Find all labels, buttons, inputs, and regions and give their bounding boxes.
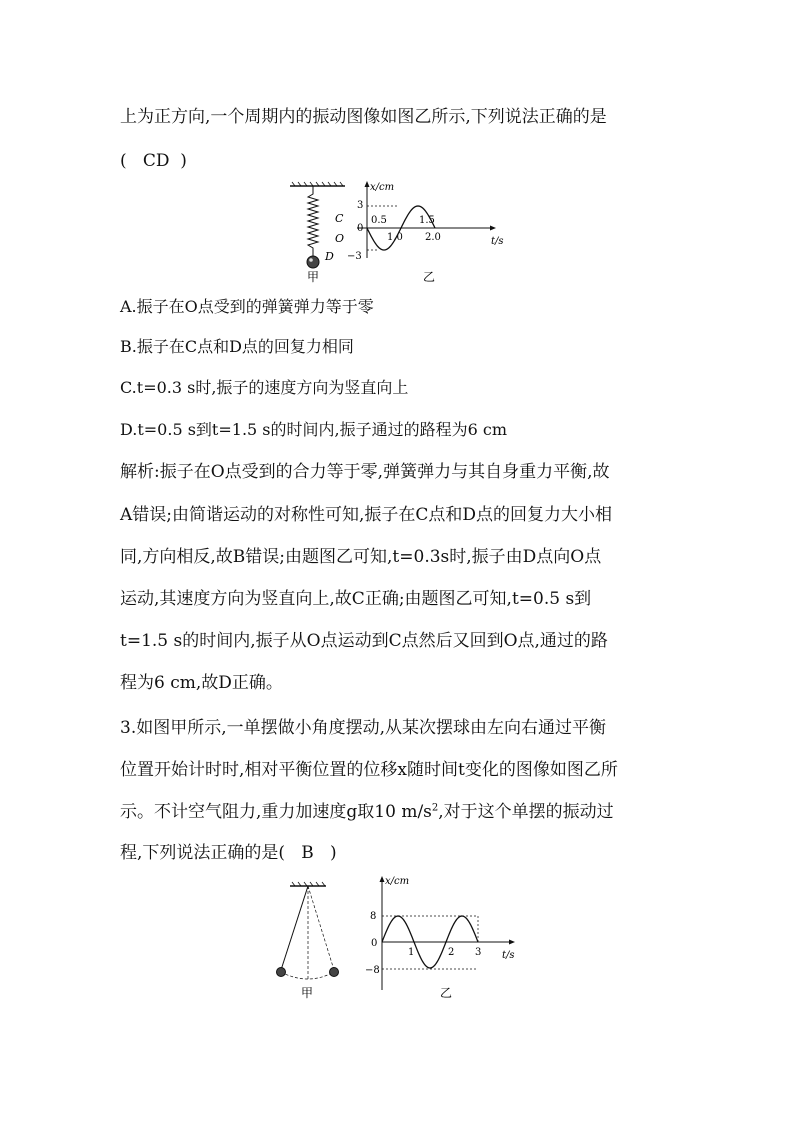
analysis-line: t=1.5 s的时间内,振子从O点运动到C点然后又回到O点,通过的路 <box>120 631 608 651</box>
figure-label-jia: 甲 <box>307 270 320 284</box>
question-3-stem-line: 程,下列说法正确的是( B ) <box>120 843 337 863</box>
question-3-stem-line <box>120 802 614 822</box>
graph-2-x-tick-1: 1 <box>408 947 415 958</box>
spring-label-o: O <box>335 232 345 245</box>
graph-2-x-tick-3: 3 <box>475 947 482 958</box>
analysis-line: 同,方向相反,故B错误;由题图乙可知,t=0.3s时,振子由D点向O点 <box>120 547 602 567</box>
analysis-line: 解析:振子在O点受到的合力等于零,弹簧弹力与其自身重力平衡,故 <box>120 462 610 482</box>
graph-2-y-label: x/cm <box>385 876 410 887</box>
graph-1-y-tick-0: 0 <box>357 223 364 234</box>
spring-label-d: D <box>325 250 334 263</box>
pendulum-string-dashed <box>308 886 334 970</box>
figure-spring-oscillator <box>285 178 515 286</box>
option-a: A.振子在O点受到的弹簧弹力等于零 <box>120 297 374 316</box>
pendulum-ball-left <box>277 968 286 977</box>
superscript-2: 2 <box>431 802 439 814</box>
graph-1-y-label: x/cm <box>370 182 395 193</box>
graph-2-y-tick-neg8: −8 <box>365 965 380 976</box>
graph-1-x-tick-0-5: 0.5 <box>371 215 387 226</box>
spring-label-c: C <box>335 212 344 225</box>
graph-1-x-tick-1-5: 1.5 <box>419 215 435 226</box>
question-3-stem-line: 3.如图甲所示,一单摆做小角度摆动,从某次摆球由左向右通过平衡 <box>120 718 607 738</box>
graph-1-x-tick-2-0: 2.0 <box>425 232 441 243</box>
option-b: B.振子在C点和D点的回复力相同 <box>120 337 354 356</box>
pendulum-ceiling <box>290 882 326 886</box>
figure-pendulum <box>268 872 528 1002</box>
graph-2-x-label: t/s <box>502 950 515 961</box>
graph-1 <box>347 181 504 262</box>
graph-1-x-tick-1-0: 1.0 <box>387 232 403 243</box>
graph-2 <box>365 876 515 990</box>
ceiling-hatch <box>290 182 345 186</box>
graph-2-y-tick-8: 8 <box>370 911 377 922</box>
pendulum-ball-right <box>330 968 339 977</box>
spring <box>308 186 318 250</box>
graph-2-y-tick-0: 0 <box>371 938 378 949</box>
analysis-line: A错误;由简谐运动的对称性可知,振子在C点和D点的回复力大小相 <box>120 505 613 525</box>
question-3-stem-line: 位置开始计时时,相对平衡位置的位移x随时间t变化的图像如图乙所 <box>120 760 618 780</box>
figure-label-jia: 甲 <box>301 986 314 1000</box>
oscillator-ball <box>307 256 319 268</box>
stem-text: 示。不计空气阻力,重力加速度g取10 m/s <box>120 802 432 822</box>
figure-label-yi: 乙 <box>440 986 453 1000</box>
analysis-line: 程为6 cm,故D正确。 <box>120 673 283 693</box>
graph-1-y-tick-neg3: −3 <box>347 251 362 262</box>
option-d: D.t=0.5 s到t=1.5 s的时间内,振子通过的路程为6 cm <box>120 420 507 439</box>
graph-1-x-label: t/s <box>491 236 504 247</box>
answer-bracket: ( CD ) <box>120 151 187 171</box>
graph-2-x-tick-2: 2 <box>448 947 455 958</box>
analysis-line: 运动,其速度方向为竖直向上,故C正确;由题图乙可知,t=0.5 s到 <box>120 589 592 609</box>
option-c: C.t=0.3 s时,振子的速度方向为竖直向上 <box>120 378 409 397</box>
pendulum-string <box>281 886 308 970</box>
pendulum-arc <box>281 972 334 979</box>
figure-label-yi: 乙 <box>423 270 436 284</box>
question-stem-line: 上为正方向,一个周期内的振动图像如图乙所示,下列说法正确的是 <box>120 107 607 127</box>
stem-text: ,对于这个单摆的振动过 <box>438 802 614 822</box>
graph-1-y-tick-3: 3 <box>357 200 364 211</box>
